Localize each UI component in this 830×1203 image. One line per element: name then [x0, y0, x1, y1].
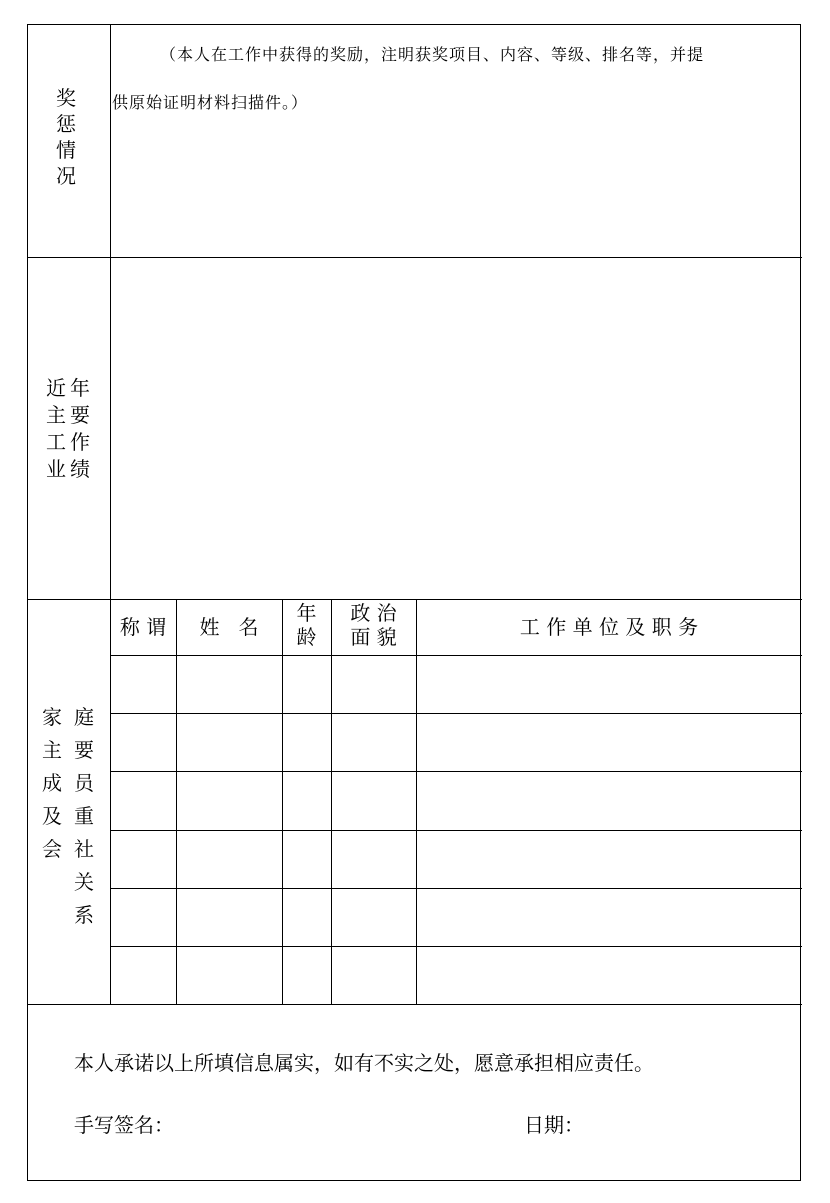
family-cell-age[interactable]: [283, 656, 331, 713]
family-cell-work[interactable]: [417, 656, 802, 713]
family-cell-relation[interactable]: [111, 831, 176, 888]
family-cell-work[interactable]: [417, 947, 802, 1004]
family-cell-work[interactable]: [417, 714, 802, 771]
family-cell-relation[interactable]: [111, 656, 176, 713]
date-label: 日期：: [524, 1113, 584, 1137]
family-cell-name[interactable]: [177, 947, 282, 1004]
family-cell-relation[interactable]: [111, 772, 176, 830]
date-field[interactable]: [586, 1109, 786, 1143]
family-cell-work[interactable]: [417, 772, 802, 830]
family-cell-political[interactable]: [332, 714, 416, 771]
header-name: 姓 名: [199, 615, 259, 639]
header-work: 工 作 单 位 及 职 务: [519, 615, 699, 639]
awards-note-line1: （本人在工作中获得的奖励，注明获奖项目、内容、等级、排名等，并提: [160, 45, 705, 64]
header-political: 政 治 面 貌: [350, 601, 397, 649]
family-cell-political[interactable]: [332, 772, 416, 830]
performance-label-right: 年 要 作 绩: [70, 376, 90, 481]
awards-label: 奖 惩 情 况: [56, 86, 76, 188]
family-cell-age[interactable]: [283, 772, 331, 830]
family-cell-name[interactable]: [177, 831, 282, 888]
family-cell-relation[interactable]: [111, 714, 176, 771]
pledge-statement: 本人承诺以上所填信息属实，如有不实之处，愿意承担相应责任。: [74, 1051, 654, 1075]
header-age: 年 龄: [296, 601, 317, 649]
divider-family: [28, 1004, 802, 1005]
family-cell-political[interactable]: [332, 947, 416, 1004]
awards-input-area[interactable]: [111, 121, 801, 256]
family-cell-political[interactable]: [332, 889, 416, 946]
family-cell-name[interactable]: [177, 714, 282, 771]
signature-label: 手写签名：: [74, 1113, 174, 1137]
family-label-right: 庭 要 员 重 社 关 系: [74, 705, 94, 927]
family-cell-name[interactable]: [177, 889, 282, 946]
family-label-left: 家 主 成 及 会: [42, 705, 62, 861]
performance-input-area[interactable]: [111, 258, 801, 598]
family-cell-work[interactable]: [417, 831, 802, 888]
family-cell-political[interactable]: [332, 831, 416, 888]
family-cell-age[interactable]: [283, 889, 331, 946]
family-cell-relation[interactable]: [111, 889, 176, 946]
family-cell-age[interactable]: [283, 947, 331, 1004]
family-cell-relation[interactable]: [111, 947, 176, 1004]
header-relation: 称 谓: [119, 615, 167, 639]
performance-label-left: 近 主 工 业: [46, 376, 66, 481]
awards-note-line2: 供原始证明材料扫描件。）: [112, 93, 309, 112]
family-cell-age[interactable]: [283, 714, 331, 771]
family-cell-political[interactable]: [332, 656, 416, 713]
family-cell-name[interactable]: [177, 772, 282, 830]
signature-field[interactable]: [178, 1109, 478, 1143]
family-cell-name[interactable]: [177, 656, 282, 713]
family-cell-work[interactable]: [417, 889, 802, 946]
family-cell-age[interactable]: [283, 831, 331, 888]
form-sheet: [27, 24, 801, 1181]
divider-performance: [28, 599, 802, 600]
